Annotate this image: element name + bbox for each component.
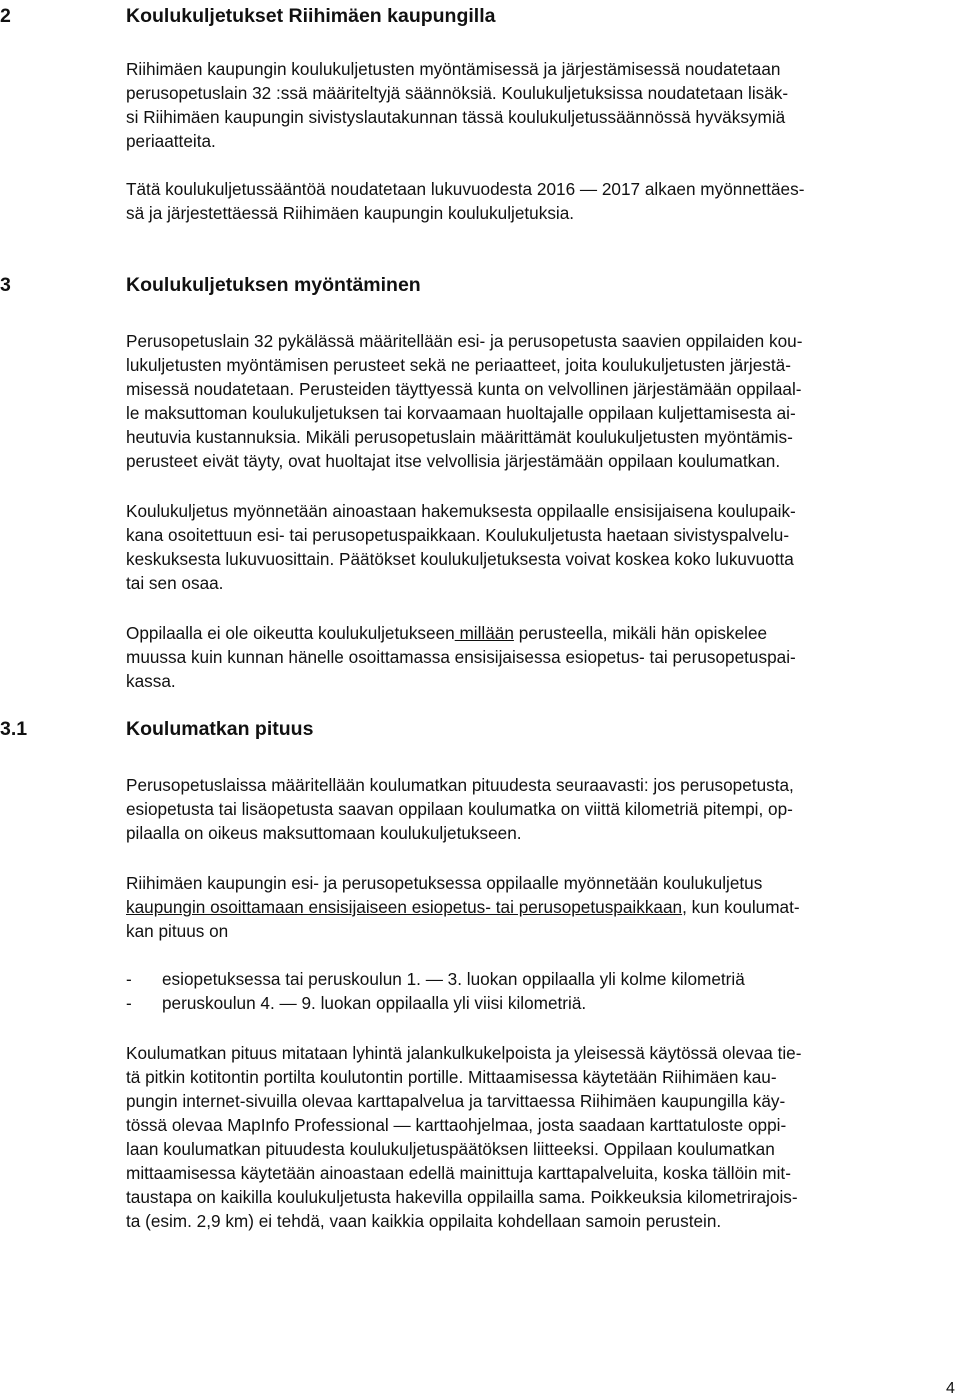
text-line: le maksuttoman koulukuljetuksen tai korvaamaan huoltajalle oppilaan kuljettamisesta ai- — [126, 403, 796, 423]
section-3-1-heading: Koulumatkan pituus — [126, 718, 314, 740]
text-line: Koulumatkan pituus mitataan lyhintä jalankulkukelpoista ja yleisessä käytössä olevaa tie- — [126, 1043, 802, 1063]
text-line: tai sen osaa. — [126, 573, 224, 593]
list-item: peruskoulun 4. — 9. luokan oppilaalla yli viisi kilometriä. — [162, 993, 587, 1013]
text-line: kan pituus on — [126, 921, 229, 941]
text-line: pungin internet-sivuilla olevaa karttapalvelua ja tarvittaessa Riihimäen kaupungilla käy- — [126, 1091, 786, 1111]
section-3-1-number: 3.1 — [0, 718, 28, 740]
text-line — [126, 621, 956, 645]
text-line: tössä olevaa MapInfo Professional — karttaohjelmaa, josta saadaan karttatuloste oppi- — [126, 1115, 787, 1135]
text-line: mittaamisessa käytetään ainoastaan edellä mainittuja karttapalveluita, koska tällöin mit- — [126, 1163, 791, 1183]
text-line: Perusopetuslaissa määritellään koulumatkan pituudesta seuraavasti: jos perusopetusta, — [126, 775, 794, 795]
section-3-paragraph-3 — [126, 621, 956, 693]
section-3-paragraph-1 — [126, 329, 956, 473]
underlined-text: kaupungin osoittamaan ensisijaiseen esiopetus- tai perusopetuspaikkaan — [126, 897, 683, 917]
text-line: periaatteita. — [126, 131, 216, 151]
text-line: Tätä koulukuljetussääntöä noudatetaan lukuvuodesta 2016 — 2017 alkaen myönnettäes- — [126, 179, 805, 199]
text-line: Perusopetuslain 32 pykälässä määritellään esi- ja perusopetusta saavien oppilaiden kou- — [126, 331, 803, 351]
section-2-heading: Koulukuljetukset Riihimäen kaupungilla — [126, 5, 496, 27]
text-line: misessä noudatetaan. Perusteiden täyttyessä kunta on velvollinen järjestämään oppilaal- — [126, 379, 802, 399]
section-3-paragraph-2 — [126, 499, 956, 595]
text-line: laan koulumatkan pituudesta koulukuljetuspäätöksen liitteeksi. Oppilaan koulumatkan — [126, 1139, 775, 1159]
text-line: perusopetuslain 32 :ssä määriteltyjä säännöksiä. Koulukuljetuksissa noudatetaan lisäk- — [126, 83, 789, 103]
text-line: kassa. — [126, 671, 176, 691]
section-2-paragraph-1 — [126, 57, 956, 153]
text-run: , kun koulumat- — [682, 897, 800, 917]
text-line: taustapa on kaikilla koulukuljetusta hakevilla oppilailla sama. Poikkeuksia kilometrirajois- — [126, 1187, 798, 1207]
text-line: Koulukuljetus myönnetään ainoastaan hakemuksesta oppilaalle ensisijaisena koulupaik- — [126, 501, 796, 521]
section-3-1-paragraph-3 — [126, 1041, 956, 1233]
text-run: perusteella, mikäli hän opiskelee — [513, 623, 768, 643]
text-run: Oppilaalla ei ole oikeutta koulukuljetukseen — [126, 623, 455, 643]
section-3-1-paragraph-1 — [126, 773, 956, 845]
section-2-paragraph-2 — [126, 177, 956, 225]
text-line: ta (esim. 2,9 km) ei tehdä, vaan kaikkia oppilaita kohdellaan samoin perustein. — [126, 1211, 722, 1231]
page-number: 4 — [946, 1380, 955, 1397]
section-3-heading: Koulukuljetuksen myöntäminen — [126, 274, 421, 296]
section-2-number: 2 — [0, 5, 11, 27]
text-line: esiopetusta tai lisäopetusta saavan oppilaan koulumatka on viittä kilometriä pitempi, op- — [126, 799, 793, 819]
text-line: si Riihimäen kaupungin sivistyslautakunnan tässä koulukuljetussäännössä hyväksymiä — [126, 107, 786, 127]
text-line: heutuvia kustannuksia. Mikäli perusopetuslain määrittämät koulukuljetusten myöntämis- — [126, 427, 793, 447]
text-line: lukuljetusten myöntämisen perusteet sekä ne periaatteet, joita koulukuljetusten järjestä- — [126, 355, 791, 375]
list-item-dash: - — [126, 993, 132, 1013]
text-line — [126, 895, 956, 919]
text-line: muussa kuin kunnan hänelle osoittamassa ensisijaisessa esiopetus- tai perusopetuspai- — [126, 647, 796, 667]
list-item-dash: - — [126, 969, 132, 989]
underlined-text: millään — [454, 623, 514, 643]
text-line: keskuksesta lukuvuosittain. Päätökset koulukuljetuksesta voivat koskea koko lukuvuotta — [126, 549, 794, 569]
section-3-number: 3 — [0, 274, 11, 296]
text-line: sä ja järjestettäessä Riihimäen kaupungin koulukuljetuksia. — [126, 203, 575, 223]
text-line: pilaalla on oikeus maksuttomaan koulukuljetukseen. — [126, 823, 522, 843]
text-line: tä pitkin kotitontin portilta koulutontin portille. Mittaamisessa käytetään Riihimäen kau- — [126, 1067, 777, 1087]
text-line: Riihimäen kaupungin koulukuljetusten myöntämisessä ja järjestämisessä noudatetaan — [126, 59, 781, 79]
text-line: perusteet eivät täyty, ovat huoltajat itse velvollisia järjestämään oppilaan koulumatkan. — [126, 451, 781, 471]
section-3-1-paragraph-2 — [126, 871, 956, 943]
text-line: kana osoitettuun esi- tai perusopetuspaikkaan. Koulukuljetusta haetaan sivistyspalvelu- — [126, 525, 790, 545]
list-item: esiopetuksessa tai peruskoulun 1. — 3. luokan oppilaalla yli kolme kilometriä — [162, 969, 745, 989]
text-line: Riihimäen kaupungin esi- ja perusopetuksessa oppilaalle myönnetään koulukuljetus — [126, 873, 763, 893]
